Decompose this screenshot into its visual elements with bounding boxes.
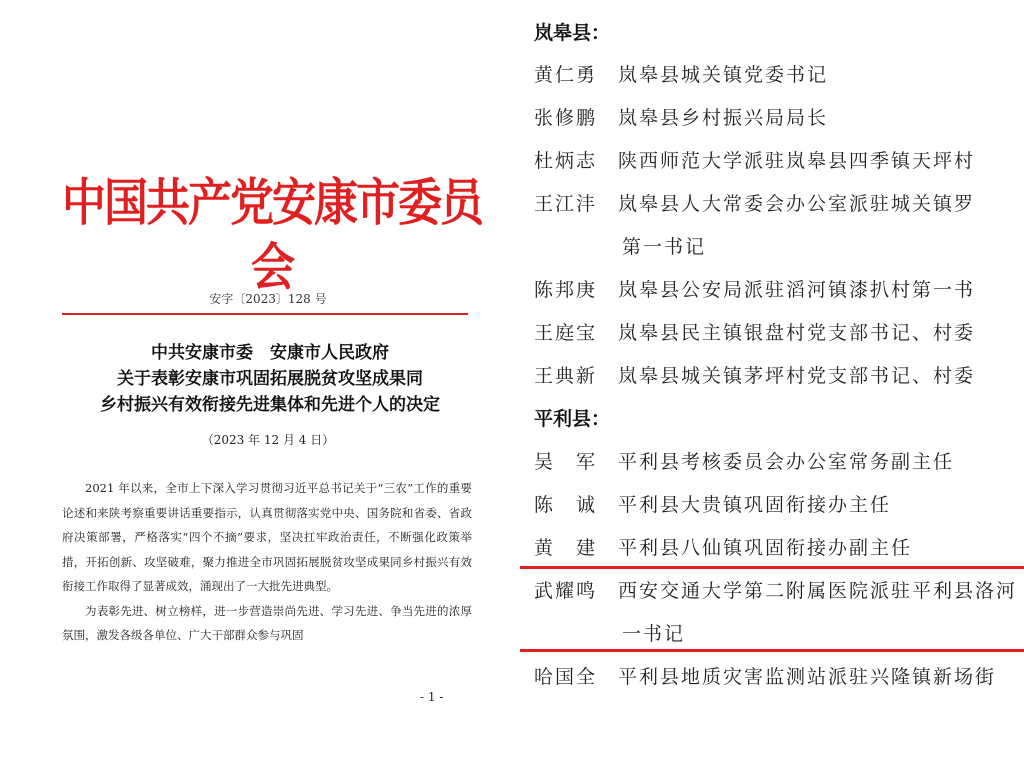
- person-name: 黄仁勇: [534, 64, 598, 86]
- document-number: 安字〔2023〕128 号: [209, 292, 327, 306]
- page-number: - 1 -: [420, 690, 444, 704]
- document-body: [62, 476, 472, 648]
- role-continuation: 一书记: [622, 623, 686, 645]
- title-line: 乡村振兴有效衔接先进集体和先进个人的决定: [100, 395, 440, 415]
- document-date: （2023 年 12 月 4 日）: [201, 433, 335, 447]
- title-line: 关于表彰安康市巩固拓展脱贫攻坚成果同: [117, 369, 423, 389]
- list-item: [534, 361, 975, 389]
- list-item: [534, 318, 975, 346]
- county-heading: 平利县：: [534, 408, 611, 430]
- person-name: 哈国全: [534, 666, 598, 688]
- title-line: 中共安康市委 安康市人民政府: [151, 343, 389, 363]
- list-item: [534, 146, 975, 174]
- masthead: 中国共产党安康市委员会: [62, 173, 482, 297]
- list-item: [534, 189, 975, 217]
- person-role: 岚皋县城关镇茅坪村党支部书记、村委: [618, 365, 976, 387]
- person-role: 平利县八仙镇巩固衔接办副主任: [618, 537, 913, 559]
- person-role: 岚皋县公安局派驻滔河镇漆扒村第一书: [618, 279, 976, 301]
- red-underline: [520, 566, 1024, 569]
- person-name: 张修鹏: [534, 107, 598, 129]
- person-name: 王江沣: [534, 193, 598, 215]
- person-name: 吴 军: [534, 451, 598, 473]
- county-heading: 岚皋县：: [534, 22, 611, 44]
- person-name: 王典新: [534, 365, 598, 387]
- person-role: 陕西师范大学派驻岚皋县四季镇天坪村: [618, 150, 976, 172]
- list-item: [534, 60, 828, 88]
- person-name: 王庭宝: [534, 322, 598, 344]
- document-title: [50, 340, 490, 418]
- person-name: 杜炳志: [534, 150, 598, 172]
- person-role: 西安交通大学第二附属医院派驻平利县洛河: [618, 580, 1018, 602]
- person-role: 平利县考核委员会办公室常务副主任: [618, 451, 955, 473]
- person-role: 岚皋县乡村振兴局局长: [618, 107, 829, 129]
- person-role: 岚皋县人大常委会办公室派驻城关镇罗: [618, 193, 976, 215]
- list-item: [534, 490, 891, 518]
- list-item: [534, 447, 954, 475]
- role-continuation: 第一书记: [622, 236, 707, 258]
- paragraph: 为表彰先进、树立榜样，进一步营造崇尚先进、学习先进、争当先进的浓厚氛围，激发各级各单位、广大干部群众参与巩固: [62, 603, 472, 642]
- person-name: 黄 建: [534, 537, 598, 559]
- list-item: [534, 103, 828, 131]
- paragraph: 2021 年以来，全市上下深入学习贯彻习近平总书记关于“三农”工作的重要论述和来陕考察重要讲话重要指示，认真贯彻落实党中央、国务院和省委、省政府决策部署，严格落实“四个不摘”要求，坚决扛牢政治责任，不断强化政策举措，开拓创新、攻坚破难，聚力推进全市巩固拓展脱贫攻坚成果同乡村振兴有效衔接工作取得了显著成效，涌现出了一大批先进典型。: [62, 481, 472, 593]
- red-underline: [520, 649, 1024, 652]
- list-item: [534, 576, 1017, 604]
- person-name: 陈 诚: [534, 494, 598, 516]
- person-role: 平利县地质灾害监测站派驻兴隆镇新场街: [618, 666, 997, 688]
- document-page-list: [520, 0, 1024, 767]
- list-item: [534, 275, 975, 303]
- list-item: [534, 662, 996, 690]
- person-role: 岚皋县城关镇党委书记: [618, 64, 829, 86]
- person-role: 平利县大贵镇巩固衔接办主任: [618, 494, 892, 516]
- person-name: 陈邦庚: [534, 279, 598, 301]
- red-divider: [62, 313, 468, 315]
- person-role: 岚皋县民主镇银盘村党支部书记、村委: [618, 322, 976, 344]
- person-name: 武耀鸣: [534, 580, 598, 602]
- list-item: [534, 533, 912, 561]
